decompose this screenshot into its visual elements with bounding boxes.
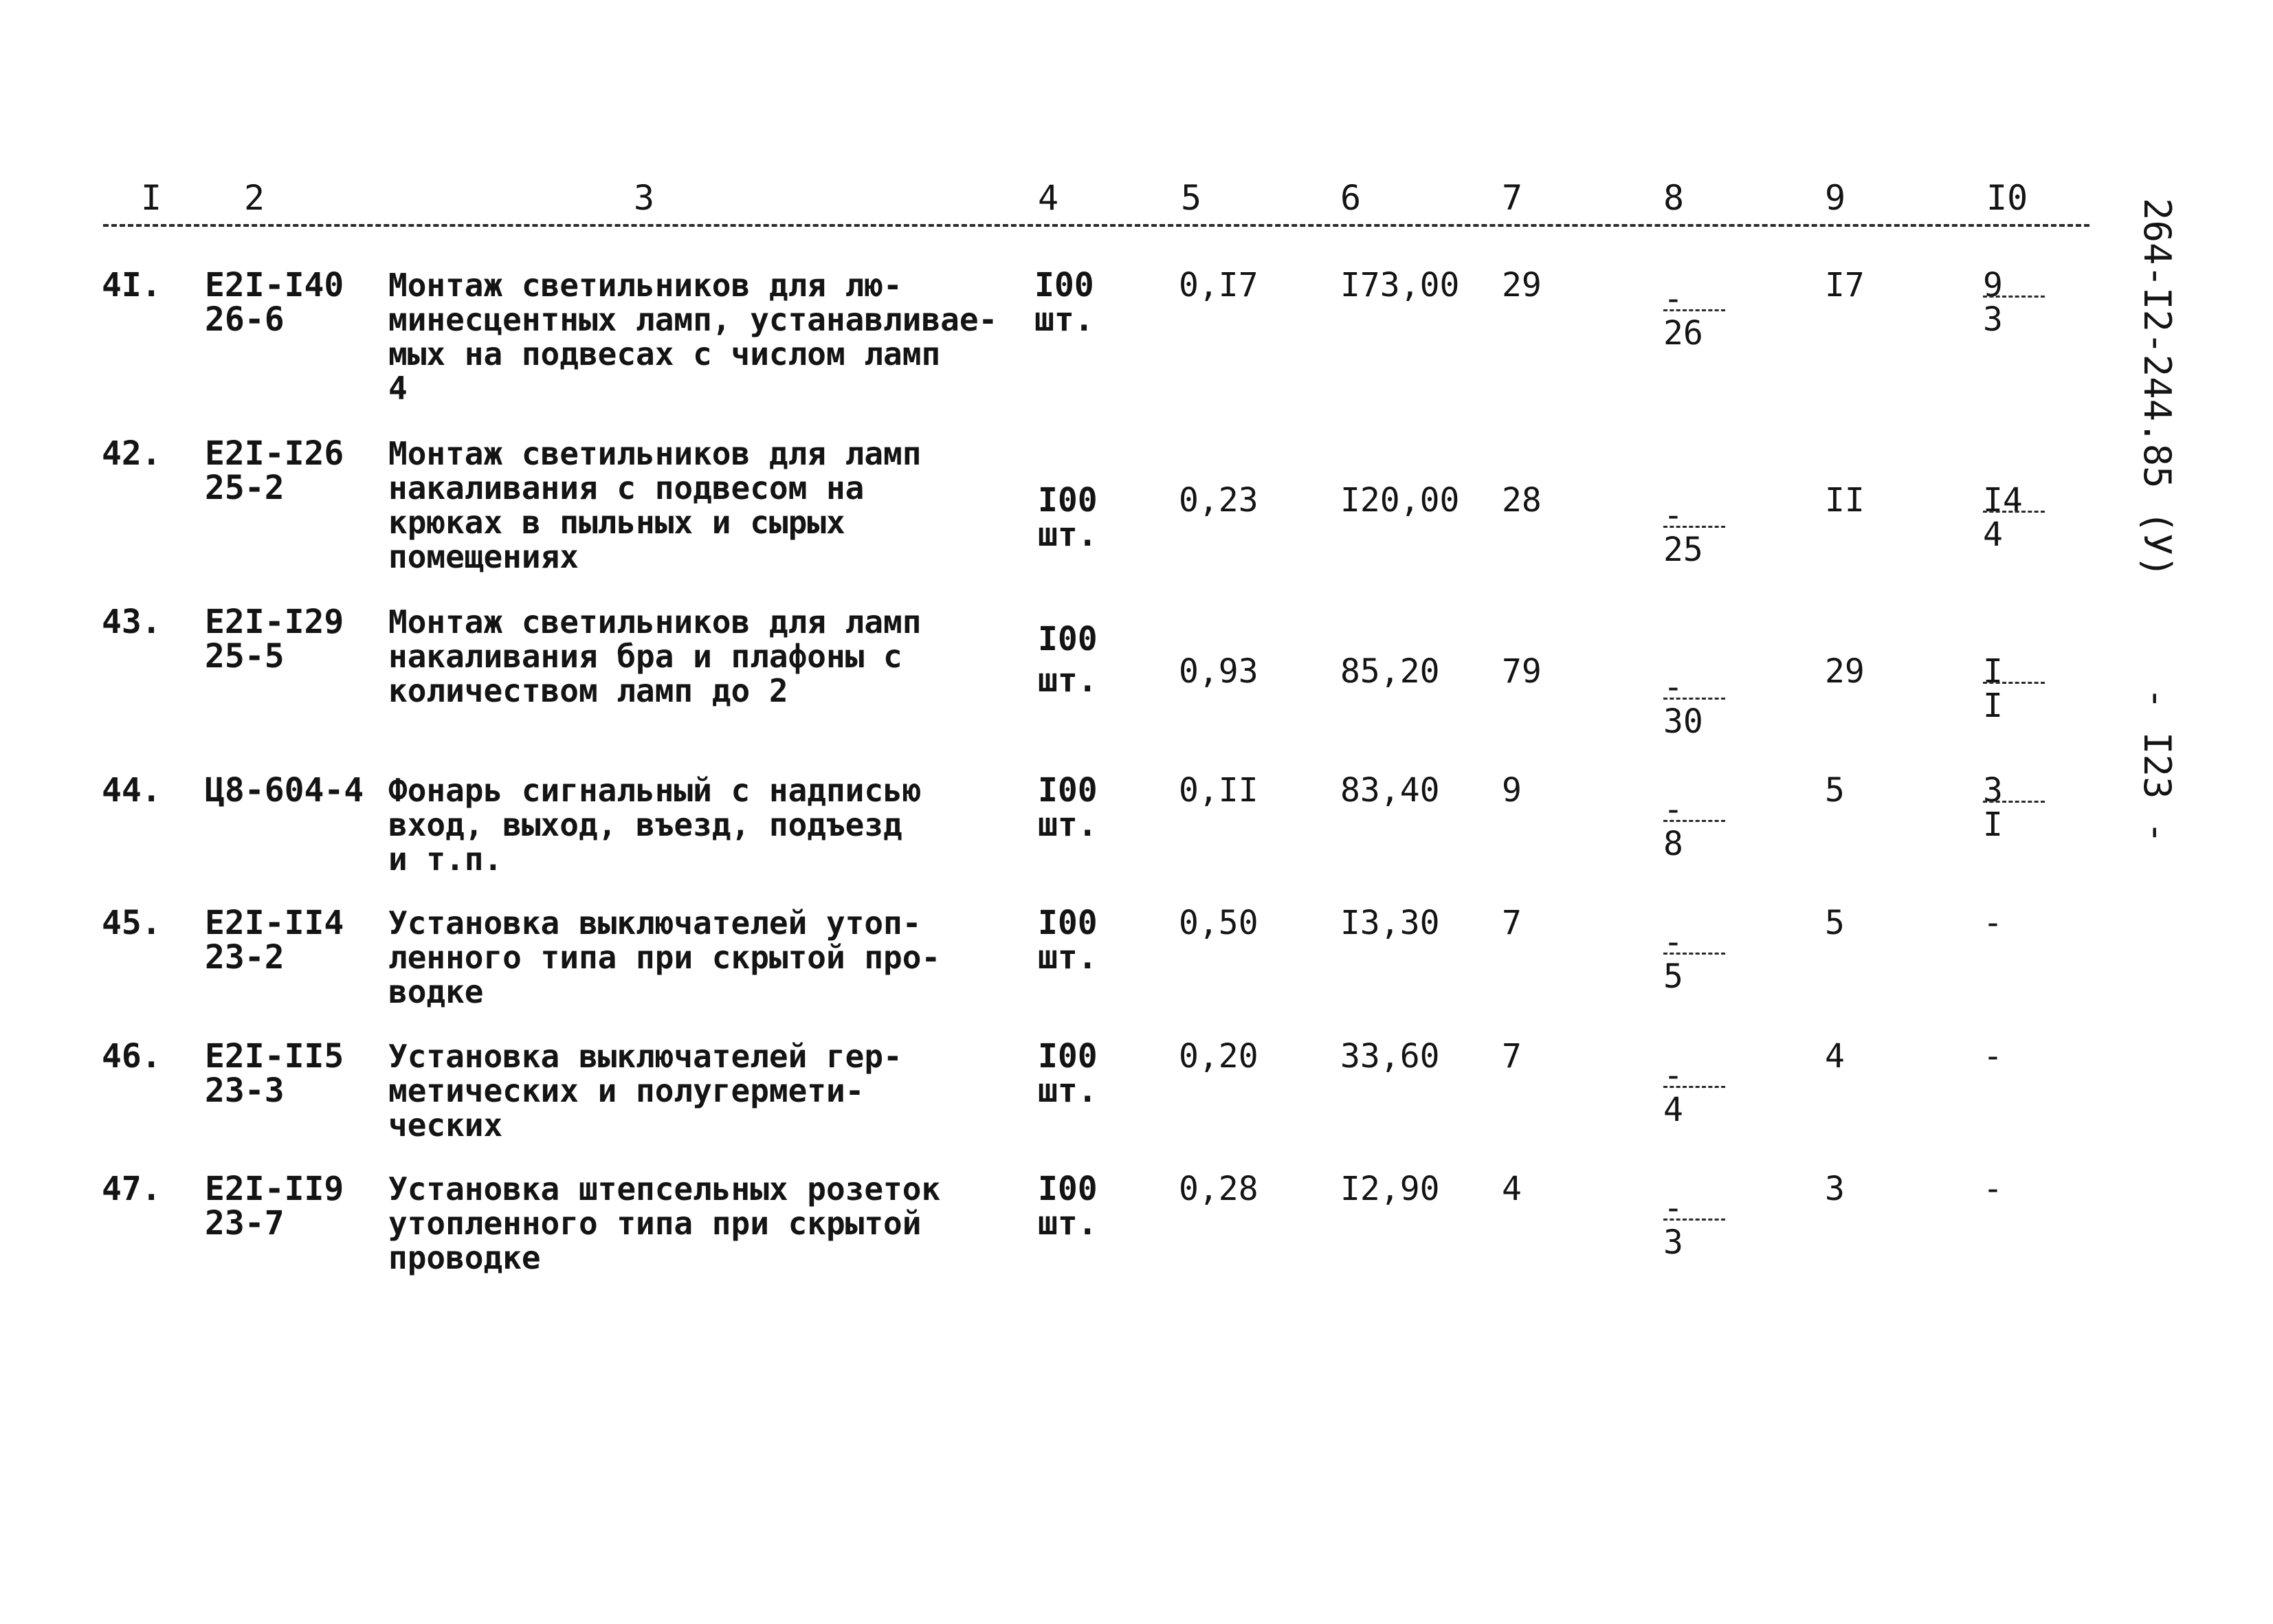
value-col5: 0,93 <box>1179 652 1259 691</box>
description-cell <box>388 268 997 405</box>
unit-cell <box>1038 1172 1098 1241</box>
description-cell <box>388 906 940 1009</box>
value-col9: II <box>1825 481 1865 520</box>
column-header-6: 6 <box>1340 178 1362 218</box>
fraction-top: - <box>1663 1056 1683 1095</box>
value-col9: 5 <box>1825 771 1845 810</box>
fraction-line <box>1663 309 1725 311</box>
value-col7: 4 <box>1502 1170 1522 1208</box>
unit-line: I00 <box>1038 481 1098 520</box>
value-col5: 0,50 <box>1179 904 1259 942</box>
value-col7: 79 <box>1502 652 1542 691</box>
unit-line: шт. <box>1038 515 1098 554</box>
description-cell <box>388 1172 940 1275</box>
fraction-col8 <box>1663 670 1739 759</box>
fraction-top: - <box>1663 923 1683 961</box>
description-line: Монтаж светильников для лю- <box>388 267 902 304</box>
unit-line: шт. <box>1038 1071 1098 1110</box>
value-col7: 7 <box>1502 1037 1522 1076</box>
unit-line: I00 <box>1038 1037 1098 1076</box>
code-cell <box>205 906 344 975</box>
column-header-8: 8 <box>1663 178 1685 218</box>
description-line: и т.п. <box>388 841 503 878</box>
description-line: ленного типа при скрытой про- <box>388 939 941 976</box>
row-number: 47. <box>102 1170 162 1208</box>
code-line: E2I-I40 <box>205 266 344 304</box>
fraction-col10 <box>1983 483 2059 572</box>
row-number: 43. <box>102 603 162 641</box>
unit-line: шт. <box>1038 938 1098 977</box>
fraction-top: - <box>1663 1189 1683 1227</box>
row-number: 44. <box>102 771 162 810</box>
fraction-line <box>1983 296 2045 298</box>
code-line: 23-2 <box>205 938 285 977</box>
code-line: 26-6 <box>205 300 285 339</box>
code-cell <box>205 1172 344 1241</box>
fraction-bottom: 30 <box>1663 702 1703 741</box>
row-number: 45. <box>102 904 162 942</box>
code-cell <box>205 1039 344 1108</box>
header-rule <box>103 224 2089 227</box>
unit-line: I00 <box>1038 620 1098 658</box>
value-col10 <box>1983 1172 2059 1261</box>
unit-cell <box>1038 1039 1098 1108</box>
description-line: Монтаж светильников для ламп <box>388 603 922 641</box>
description-line: Фонарь сигнальный с надписью <box>388 772 922 809</box>
fraction-top: - <box>1663 668 1683 707</box>
unit-cell <box>1034 268 1094 337</box>
value-col6: 85,20 <box>1340 652 1440 691</box>
description-cell <box>388 1039 902 1142</box>
value-col5: 0,23 <box>1179 481 1259 520</box>
description-line: проводке <box>388 1239 541 1276</box>
description-line: минесцентных ламп, устанавливае- <box>388 301 998 338</box>
code-cell <box>205 605 344 674</box>
row-number: 46. <box>102 1037 162 1076</box>
unit-line: I00 <box>1038 771 1098 810</box>
fraction-bottom: 4 <box>1983 515 2003 554</box>
empty-dash: - <box>1983 1037 2003 1076</box>
fraction-line <box>1663 1086 1725 1088</box>
empty-dash: - <box>1983 904 2003 942</box>
description-line: вход, выход, въезд, подъезд <box>388 806 902 843</box>
value-col10 <box>1983 906 2059 995</box>
value-col6: 33,60 <box>1340 1037 1440 1076</box>
code-line: 25-2 <box>205 469 285 507</box>
fraction-col8 <box>1663 498 1739 588</box>
code-cell <box>205 268 344 337</box>
fraction-line <box>1983 801 2045 803</box>
code-line: E2I-II9 <box>205 1170 344 1208</box>
column-header-5: 5 <box>1181 178 1202 218</box>
fraction-col8 <box>1663 792 1739 882</box>
description-line: накаливания бра и плафоны с <box>388 638 902 675</box>
description-line: накаливания с подвесом на <box>388 469 865 507</box>
code-cell <box>205 436 344 505</box>
fraction-top: - <box>1663 280 1683 318</box>
value-col5: 0,28 <box>1179 1170 1259 1208</box>
fraction-top: 3 <box>1983 771 2003 810</box>
fraction-line <box>1983 682 2045 684</box>
fraction-top: I4 <box>1983 481 2023 520</box>
description-line: Установка выключателей гер- <box>388 1038 902 1075</box>
value-col10 <box>1983 1039 2059 1128</box>
row-number: 4I. <box>102 266 162 304</box>
value-col9: 29 <box>1825 652 1865 691</box>
fraction-bottom: 8 <box>1663 825 1683 863</box>
value-col6: I20,00 <box>1340 481 1460 520</box>
description-line: ческих <box>388 1106 503 1144</box>
fraction-top: I <box>1983 652 2003 691</box>
value-col9: I7 <box>1825 266 1865 304</box>
column-header-1: I <box>141 178 162 218</box>
column-header-4: 4 <box>1038 178 1059 218</box>
column-header-2: 2 <box>244 178 265 218</box>
code-line: 25-5 <box>205 637 285 676</box>
fraction-top: - <box>1663 496 1683 535</box>
page-number: - I23 - <box>2136 687 2179 844</box>
fraction-col8 <box>1663 1058 1739 1148</box>
code-line: E2I-I29 <box>205 603 344 641</box>
fraction-col8 <box>1663 282 1739 371</box>
document-code: 264-I2-244.85 (У) <box>2136 198 2179 578</box>
description-line: 4 <box>388 370 408 407</box>
value-col9: 3 <box>1825 1170 1845 1208</box>
unit-line: шт. <box>1034 300 1094 339</box>
fraction-bottom: 5 <box>1663 957 1683 996</box>
description-line: Установка выключателей утоп- <box>388 904 922 942</box>
code-line: 23-3 <box>205 1071 285 1110</box>
fraction-line <box>1663 953 1725 955</box>
column-header-7: 7 <box>1502 178 1523 218</box>
fraction-line <box>1663 1219 1725 1221</box>
fraction-col10 <box>1983 268 2059 357</box>
value-col6: I73,00 <box>1340 266 1460 304</box>
fraction-col8 <box>1663 1191 1739 1280</box>
fraction-bottom: I <box>1983 805 2003 844</box>
description-line: количеством ламп до 2 <box>388 672 788 709</box>
fraction-bottom: 3 <box>1983 300 2003 339</box>
fraction-line <box>1663 526 1725 528</box>
column-header-10: I0 <box>1986 178 2028 218</box>
description-cell <box>388 605 921 708</box>
fraction-bottom: I <box>1983 687 2003 725</box>
unit-line: I00 <box>1038 1170 1098 1208</box>
fraction-top: - <box>1663 790 1683 829</box>
value-col6: 83,40 <box>1340 771 1440 810</box>
code-line: 23-7 <box>205 1204 285 1243</box>
unit-line: I00 <box>1038 904 1098 942</box>
value-col7: 7 <box>1502 904 1522 942</box>
value-col9: 5 <box>1825 904 1845 942</box>
value-col9: 4 <box>1825 1037 1845 1076</box>
description-line: крюках в пыльных и сырых <box>388 504 845 541</box>
fraction-bottom: 4 <box>1663 1091 1683 1129</box>
fraction-bottom: 25 <box>1663 531 1703 569</box>
fraction-line <box>1663 820 1725 822</box>
code-line: E2I-I26 <box>205 434 344 473</box>
value-col5: 0,I7 <box>1179 266 1259 304</box>
unit-line: I00 <box>1034 266 1094 304</box>
value-col5: 0,II <box>1179 771 1259 810</box>
fraction-line <box>1983 511 2045 513</box>
description-line: метических и полугермети- <box>388 1072 865 1109</box>
value-col7: 28 <box>1502 481 1542 520</box>
unit-line: шт. <box>1038 805 1098 844</box>
description-line: Монтаж светильников для ламп <box>388 435 922 472</box>
empty-dash: - <box>1983 1170 2003 1208</box>
value-col7: 29 <box>1502 266 1542 304</box>
column-header-3: 3 <box>634 178 655 218</box>
fraction-col10 <box>1983 773 2059 863</box>
column-header-9: 9 <box>1825 178 1846 218</box>
value-col6: I3,30 <box>1340 904 1440 942</box>
fraction-line <box>1663 698 1725 700</box>
unit-line: шт. <box>1038 661 1098 700</box>
description-line: утопленного типа при скрытой <box>388 1205 922 1242</box>
description-line: Установка штепсельных розеток <box>388 1170 941 1208</box>
code-cell <box>205 773 364 808</box>
unit-cell <box>1038 773 1098 842</box>
unit-cell <box>1038 619 1098 701</box>
fraction-col8 <box>1663 925 1739 1014</box>
code-line: E2I-II4 <box>205 904 344 942</box>
unit-cell <box>1038 483 1098 552</box>
value-col7: 9 <box>1502 771 1522 810</box>
unit-cell <box>1038 906 1098 975</box>
fraction-bottom: 26 <box>1663 314 1703 353</box>
unit-line: шт. <box>1038 1204 1098 1243</box>
description-line: водке <box>388 973 484 1010</box>
code-line: E2I-II5 <box>205 1037 344 1076</box>
description-cell <box>388 436 921 574</box>
fraction-bottom: 3 <box>1663 1223 1683 1262</box>
fraction-col10 <box>1983 654 2059 744</box>
code-line: Ц8-604-4 <box>205 771 364 810</box>
value-col6: I2,90 <box>1340 1170 1440 1208</box>
description-cell <box>388 773 921 876</box>
description-line: помещениях <box>388 538 579 575</box>
description-line: мых на подвесах с числом ламп <box>388 335 941 372</box>
fraction-top: 9 <box>1983 266 2003 304</box>
row-number: 42. <box>102 434 162 473</box>
value-col5: 0,20 <box>1179 1037 1259 1076</box>
